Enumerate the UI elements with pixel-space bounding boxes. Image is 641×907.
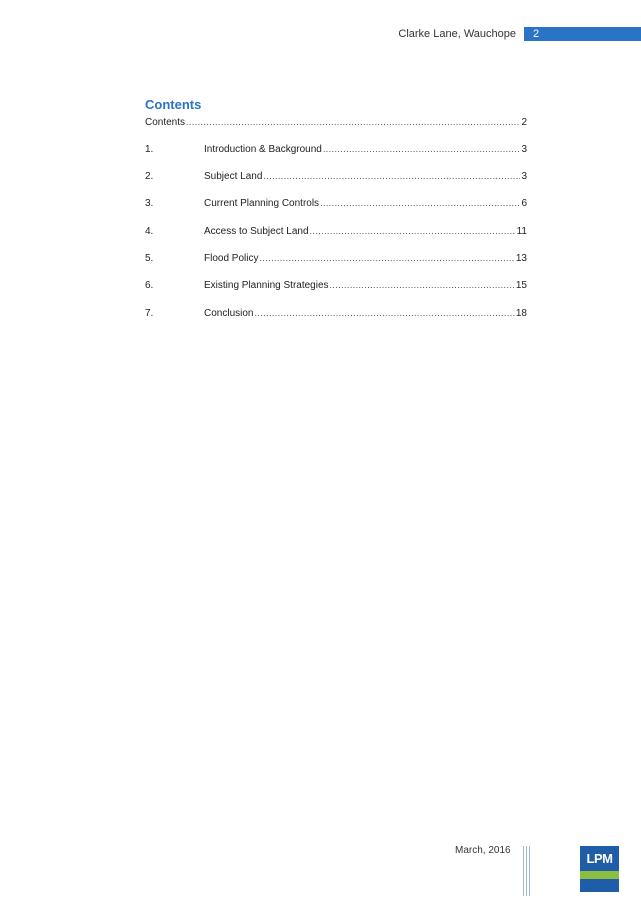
- toc-entry-number: 1.: [145, 144, 154, 155]
- toc-entry-number: 2.: [145, 171, 154, 182]
- toc-entry-page: 2: [521, 117, 527, 128]
- divider-line: [523, 846, 524, 896]
- footer-divider-lines: [523, 846, 533, 896]
- divider-line: [526, 846, 527, 896]
- logo-green-band: [580, 871, 619, 879]
- toc-entry-page: 11: [516, 226, 527, 237]
- toc-entry-label: Flood Policy: [204, 253, 259, 264]
- toc-heading: Contents: [145, 97, 202, 112]
- toc-entry-contents[interactable]: [145, 117, 527, 131]
- logo-blue-band: [580, 879, 619, 892]
- page-number: 2: [533, 28, 540, 40]
- toc-entry-page: 15: [515, 280, 527, 291]
- toc-leader-dots: [259, 253, 514, 263]
- header-title: Clarke Lane, Wauchope: [398, 28, 516, 40]
- lpm-logo: [580, 846, 619, 892]
- toc-entry-number: 4.: [145, 226, 154, 237]
- toc-entry-conclusion[interactable]: [145, 308, 527, 322]
- toc-entry-page: 3: [521, 171, 527, 182]
- toc-entry-number: 5.: [145, 253, 154, 264]
- toc-entry-page: 13: [515, 253, 527, 264]
- toc-entry-label: Current Planning Controls: [204, 198, 320, 209]
- toc-entry-label: Conclusion: [204, 308, 254, 319]
- toc-leader-dots: [263, 171, 520, 181]
- header-page-bar: [524, 27, 641, 41]
- toc-entry-number: 7.: [145, 308, 154, 319]
- divider-line: [529, 846, 530, 896]
- toc-leader-dots: [186, 117, 520, 127]
- toc-entry-label: Access to Subject Land: [204, 226, 309, 237]
- toc-leader-dots: [323, 144, 520, 154]
- toc-leader-dots: [254, 308, 514, 318]
- toc-entry-planning-strategies[interactable]: [145, 280, 527, 294]
- logo-text: LPM: [580, 846, 619, 871]
- toc-entry-subject-land[interactable]: [145, 171, 527, 185]
- toc-entry-access[interactable]: [145, 226, 527, 240]
- toc-leader-dots: [320, 198, 520, 208]
- toc-entry-introduction[interactable]: [145, 144, 527, 158]
- toc-entry-number: 6.: [145, 280, 154, 291]
- toc-entry-label: Contents: [145, 117, 186, 128]
- toc-entry-flood-policy[interactable]: [145, 253, 527, 267]
- toc-entry-planning-controls[interactable]: [145, 198, 527, 212]
- toc-entry-page: 6: [521, 198, 527, 209]
- toc-entry-number: 3.: [145, 198, 154, 209]
- toc-leader-dots: [330, 280, 515, 290]
- toc-entry-label: Existing Planning Strategies: [204, 280, 329, 291]
- toc-entry-page: 3: [521, 144, 527, 155]
- toc-entry-label: Introduction & Background: [204, 144, 322, 155]
- toc-entry-label: Subject Land: [204, 171, 263, 182]
- footer-date: March, 2016: [455, 845, 511, 856]
- toc-entry-page: 18: [515, 308, 527, 319]
- toc-leader-dots: [310, 226, 516, 236]
